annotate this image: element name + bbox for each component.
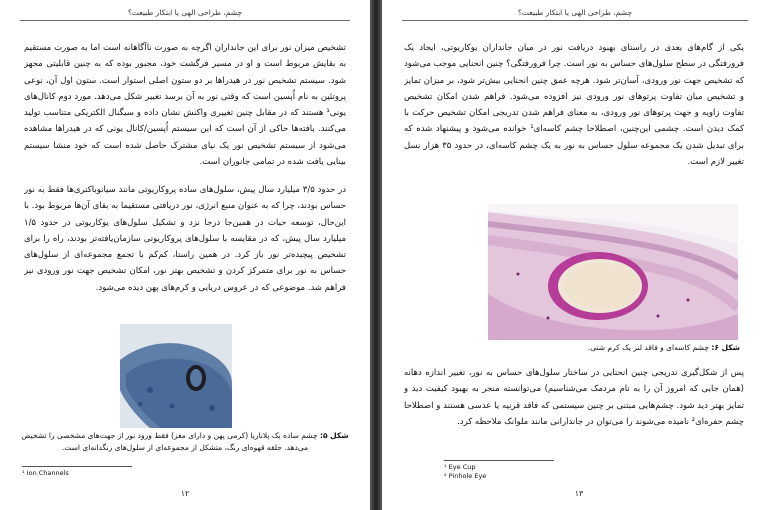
right-page-number: ۱۳	[574, 489, 584, 498]
left-page	[0, 0, 370, 510]
right-page-header: چشم، طراحی الهی یا ابتکار طبیعت؟	[402, 6, 748, 21]
footnote-rule	[444, 460, 554, 461]
right-paragraph-2: پس از شکل‌گیری تدریجی چنین انحنایی در ساختار سلول‌های حساس به نور، تغییر اندازه دهانه (همان جایی که امروز آن را به نام مردمک می‌شناسیم) می‌توانسته منجر به بهبود کیفیت دید و تمایز بهتر دید شود. چشم‌هایی مبتنی بر چنین سیستمی که فاقد قرنیه یا عدسی هستند و اصطلاحا چشم حفره‌ای² نامیده می‌شوند را می‌توان در جاندارانی مانند ملوانک ملاحظه کرد.	[404, 368, 744, 427]
left-paragraph-1: تشخیص میزان نور برای این جانداران اگرچه به صورت ناآگاهانه است اما به صورت مستقیم به بقایش مربوط است و او در مسیر فرگشت خود، مجبور بوده که به چنین قابلیتی مجهز شود. سیستم تشخیص نور در هیدراها بر دو ستون اصلی استوار است. ستون اول آن، نوعی پروتئین به نام اُپسین است که وقتی نور به آن برسد تغییر شکل می‌دهد. مورد دوم کانال‌های یونی¹ هستند که در مقابل چنین تغییری واکنش نشان داده و سیگنال الکتریکی متناسب تولید می‌کنند. یافته‌ها حاکی از آن است که این سیستم اُپسین/کانال یونی که در هیدراها مشاهده می‌شود از سیستم تشخیص نور یک نیای مشترک حاصل شده است که خود منشا سیستم بینایی یافت شده در تمامی جانوران است.	[24, 43, 346, 168]
eye-cup-micrograph	[488, 204, 738, 340]
left-footnotes	[22, 466, 132, 478]
figure-5-caption-label: شکل ۵:	[319, 431, 349, 440]
left-paragraph-2: در حدود ۳/۵ میلیارد سال پیش، سلول‌های ساده پروکاریوتی مانند سیانوباکتری‌ها فقط به نور حساس بودند، چرا که به عنوان منبع انرژی، نور دریافتی مستقیما به بقای آن‌ها مربوط بود. با این‌حال، توسعه حیات در همین‌جا درجا نزد و تشکیل سلول‌های یوکاریوتی در حدود ۱/۵ میلیارد سال پیش، که در مقایسه با سلول‌های پروکاریوتی سازمان‌یافته‌تر بودند، راه را برای تشخیص پیچیده‌تر نور باز کرد. در همین راستا، کم‌کم با تجمع مجموعه‌ای از سلول‌های حساس به نور برای متمرکز کردن و تشخیص بهتر نور، امکان تشخیص جهت نور ورودی نیز فراهم شد. موضوعی که در عروس دریایی و کرم‌های پهن دیده می‌شود.	[24, 185, 346, 293]
figure-6-caption-label: شکل ۶:	[711, 343, 740, 352]
figure-6-caption-text: چشم کاسه‌ای و فاقد لنز یک کرم شنی.	[587, 343, 712, 352]
right-paragraph-1: یکی از گام‌های بعدی در راستای بهبود دریافت نور در میان جانداران یوکاریوتی، ایجاد یک فرورفتگی در سطح سلول‌های حساس به نور است. چرا فرورفتگی؟ چنین انحنایی موجب می‌شود که تشخیص جهت نور ورودی، آسان‌تر شود. هرچه عمق چنین انحنایی بیش‌تر شود، بر میزان تمایز و تشخیص میان تفاوت پرتوهای نور ورودی نیز افزوده می‌شود. فراهم شدن امکان تشخیص تفاوت زاویه و جهت پرتوهای نور ورودی، به معنای فراهم شدن تدریجی امکان تشخیص حرکت با کمک دیدن است. چشمی این‌چنین، اصطلاحا چشم کاسه‌ای¹ خوانده می‌شود و پیشنهاد شده که برای تبدیل شدن یک مجموعه سلول حساس به نور به یک چشم کاسه‌ای، در حدود ۳۵ هزار نسل تغییر لازم است.	[404, 43, 744, 168]
footnote-pinhole-eye: ² Pinhole Eye	[444, 472, 487, 480]
figure-6-caption	[484, 342, 740, 354]
figure-5-caption-text: چشم ساده یک پلاناریا (کرمی پهن و دارای مغز) فقط ورود نور از جهت‌های مشخصی را تشخیص می‌دهد. حلقه قهوه‌ای رنگ، متشکل از مجموعه‌ای از سلول‌های رنگدانه‌ای است.	[21, 431, 320, 452]
right-footnotes	[444, 460, 554, 481]
planaria-eye-figure	[120, 324, 232, 428]
footnote-rule	[22, 466, 132, 467]
footnote-eye-cup: ¹ Eye Cup	[444, 463, 476, 471]
left-page-header: چشم، طراحی الهی یا ابتکار طبیعت؟	[20, 6, 350, 21]
book-gutter	[370, 0, 382, 510]
figure-5-caption	[20, 430, 350, 454]
left-page-number: ۱۲	[180, 489, 190, 498]
footnote-ion-channels: ¹ Ion Channels	[22, 469, 69, 477]
